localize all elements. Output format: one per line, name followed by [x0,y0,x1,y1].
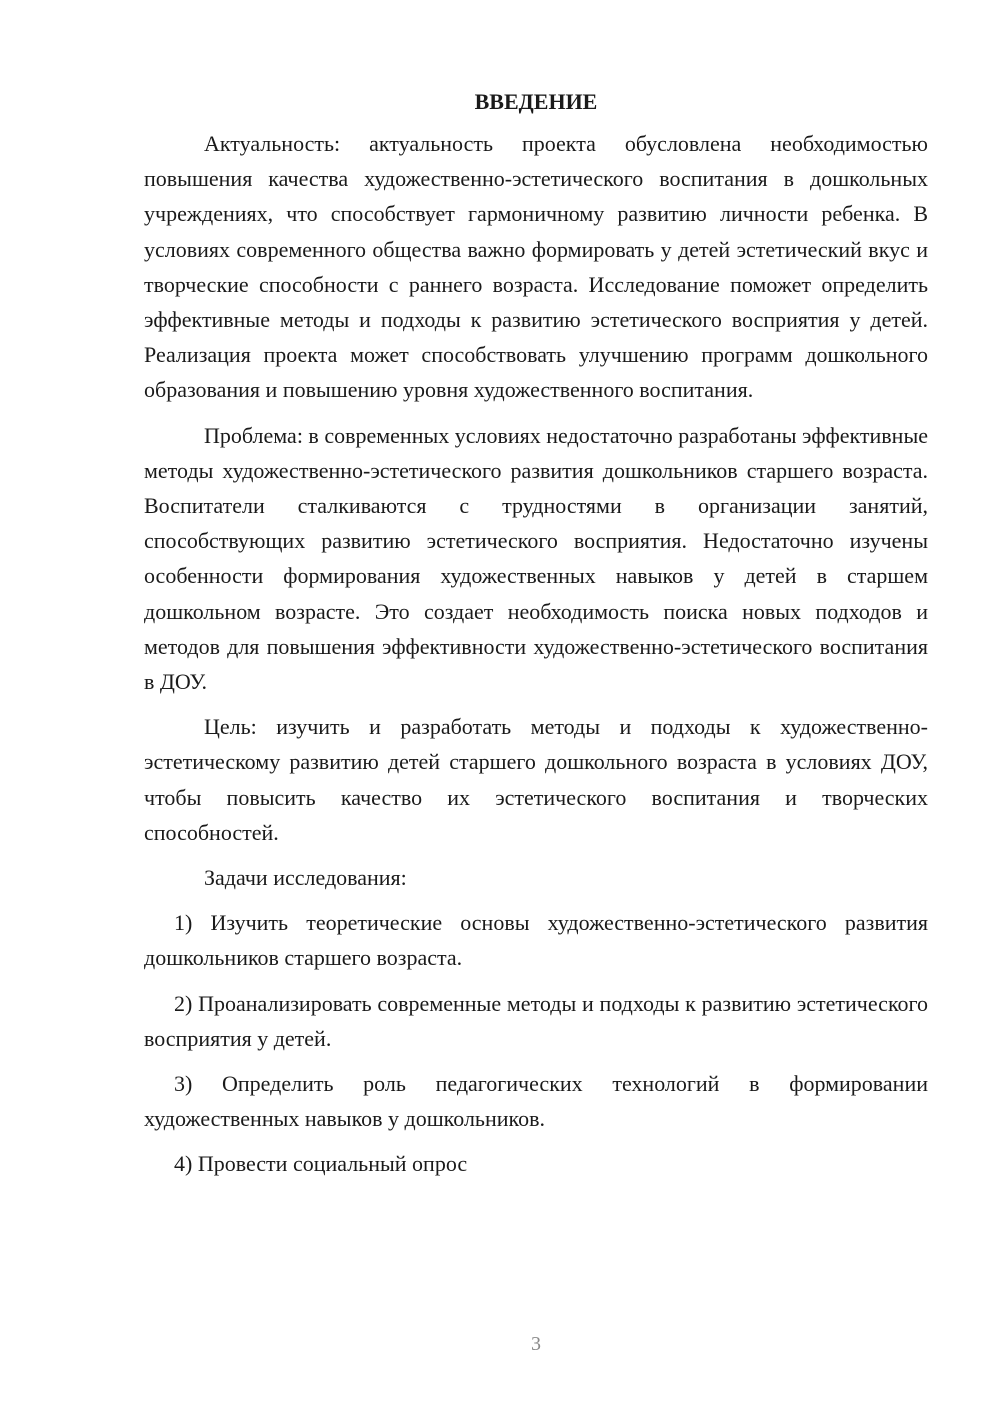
paragraph-problem: Проблема: в современных условиях недостаточно разработаны эффективные методы художественно-эстетического развития дошкольников старшего возраста. Воспитатели сталкиваются с трудностями в организации занятий, способствующих развитию эстетического восприятия. Недостаточно изучены особенности формирования художественных навыков у детей в старшем дошкольном возрасте. Это создает необходимость поиска новых подходов и методов для повышения эффективности художественно-эстетического воспитания в ДОУ. [144,422,928,695]
task-item: 4) Провести социальный опрос [174,1151,468,1177]
task-item: 2) Проанализировать современные методы и подходы к развитию эстетического восприятия у детей. [144,990,928,1051]
paragraph-goal: Цель: изучить и разработать методы и подходы к художественно-эстетическому развитию детей старшего дошкольного возраста в условиях ДОУ, чтобы повысить качество их эстетического воспитания и творческих способностей. [144,714,928,845]
paragraph-relevance: Актуальность: актуальность проекта обусловлена необходимостью повышения качества художественно-эстетического воспитания в дошкольных учреждениях, что способствует гармоничному развитию личности ребенка. В условиях современного общества важно формировать у детей эстетический вкус и творческие способности с раннего возраста. Исследование поможет определить эффективные методы и подходы к развитию эстетического восприятия у детей. Реализация проекта может способствовать улучшению программ дошкольного образования и повышению уровня художественного воспитания. [144,131,928,403]
task-item: 3) Определить роль педагогических технологий в формировании художественных навыков у дошкольников. [144,1071,928,1132]
section-heading: ВВЕДЕНИЕ [474,89,598,114]
document-page [144,88,928,1192]
task-item: 1) Изучить теоретические основы художественно-эстетического развития дошкольников старшего возраста. [144,910,928,971]
page-number: 3 [531,1333,541,1355]
tasks-heading: Задачи исследования: [204,865,407,891]
